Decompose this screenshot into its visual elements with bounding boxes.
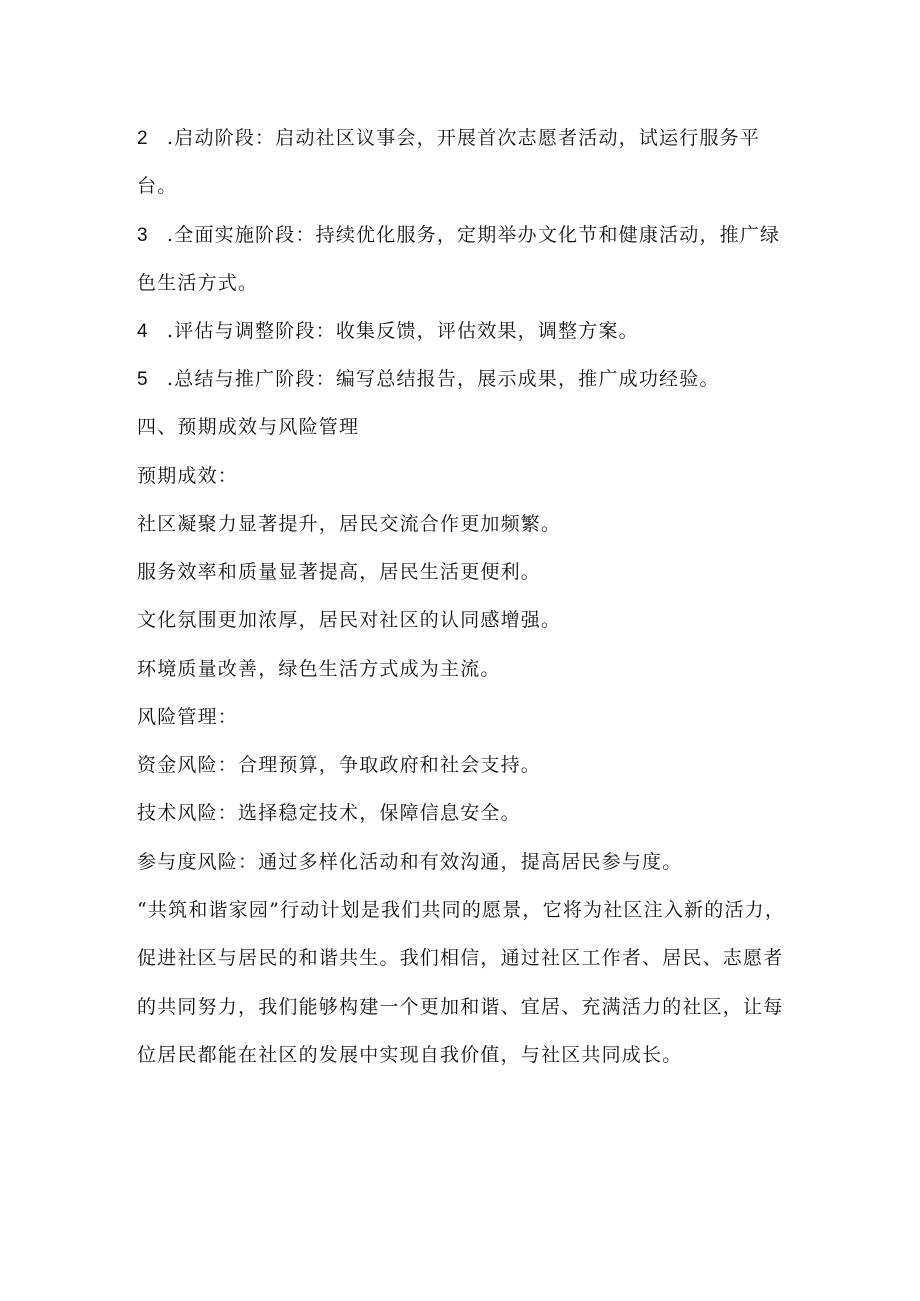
phase-4-number: 4 (137, 321, 149, 342)
phase-3-line-1 (137, 223, 780, 248)
phase-3-text: .全面实施阶段：持续优化服务，定期举办文化节和健康活动，推广绿 (167, 224, 781, 246)
conclusion-line: “共筑和谐家园”行动计划是我们共同的愿景，它将为社区注入新的活力， (137, 899, 786, 921)
expected-item: 环境质量改善，绿色生活方式成为主流。 (137, 658, 501, 680)
expected-item: 文化氛围更加浓厚，居民对社区的认同感增强。 (137, 609, 562, 631)
expected-item: 服务效率和质量显著提高，居民生活更便利。 (137, 561, 542, 583)
phase-3-number: 3 (137, 225, 149, 246)
risk-item: 技术风险：选择稳定技术，保障信息安全。 (137, 802, 521, 824)
expected-item: 社区凝聚力显著提升，居民交流合作更加频繁。 (137, 513, 562, 535)
phase-2-number: 2 (137, 128, 149, 149)
phase-5-line (137, 367, 720, 392)
conclusion-line: 促进社区与居民的和谐共生。我们相信，通过社区工作者、居民、志愿者 (137, 947, 784, 969)
phase-4-text: .评估与调整阶段：收集反馈，评估效果，调整方案。 (167, 320, 639, 342)
conclusion-line: 位居民都能在社区的发展中实现自我价值，与社区共同成长。 (137, 1044, 683, 1066)
phase-5-text: .总结与推广阶段：编写总结报告，展示成果，推广成功经验。 (167, 368, 720, 390)
phase-4-line (137, 319, 639, 344)
risk-item: 资金风险：合理预算，争取政府和社会支持。 (137, 754, 542, 776)
phase-3-line-2: 色生活方式。 (137, 272, 259, 294)
conclusion-line: 的共同努力，我们能够构建一个更加和谐、宜居、充满活力的社区，让每 (137, 996, 784, 1018)
phase-2-line-1 (137, 126, 760, 151)
phase-2-line-2: 台。 (137, 175, 178, 197)
section-heading: 四、预期成效与风险管理 (137, 416, 360, 438)
risk-heading: 风险管理： (137, 706, 239, 728)
phase-5-number: 5 (137, 369, 149, 390)
risk-item: 参与度风险：通过多样化活动和有效沟通，提高居民参与度。 (137, 851, 683, 873)
phase-2-text: .启动阶段：启动社区议事会，开展首次志愿者活动，试运行服务平 (167, 127, 761, 149)
expected-heading: 预期成效： (137, 465, 239, 487)
